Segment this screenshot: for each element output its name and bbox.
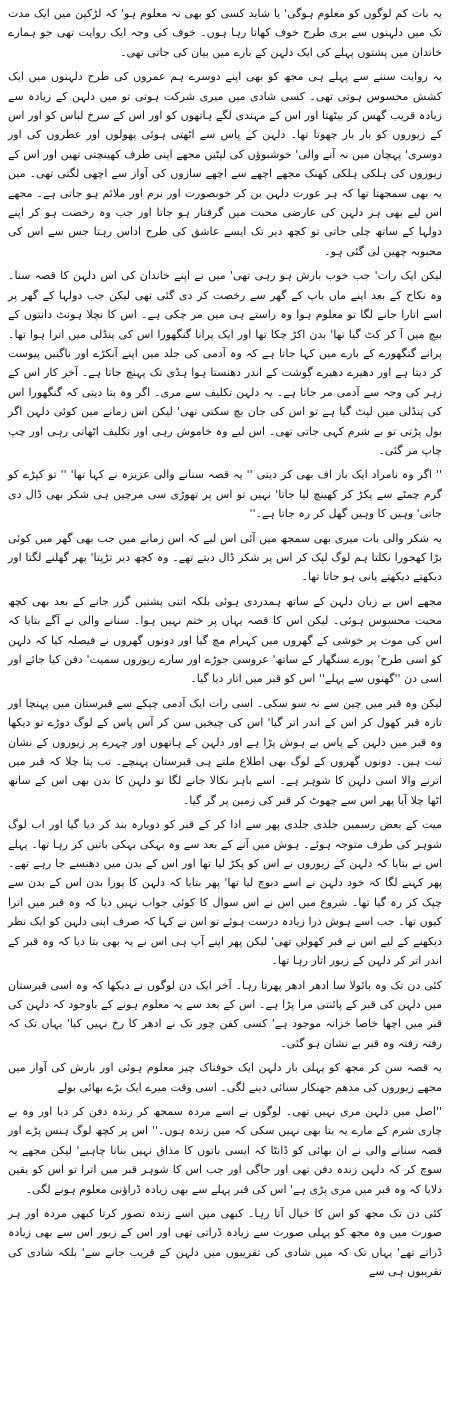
paragraph-1: یہ بات کم لوگوں کو معلوم ہوگی' یا شاید کسی کو بھی نہ معلوم ہو' کہ لڑکپن میں ایک مدت تک میں دلہنوں سے بری طرح خوف کھاتا رہا ہوں۔ خوف کی وجہ ایک روایت تھی جو ہمارے خاندان میں پشتوں پہلے کی ایک دلہن کے بارے میں بیان کی جاتی تھی۔ <box>8 7 442 59</box>
paragraph-12: کئی دن تک مجھ کو اس کا خیال آتا رہا۔ کبھی میں اسے زندہ تصور کرتا کبھی مردہ اور ہر صورت میں وہ مجھ کو پہلی صورت سے زیادہ ڈراتی تھی اور اس کے زیور اس سے بھی زیادہ ڈراتے تھے' یہاں تک کہ میں شادی کی تقریبوں میں دلہن کے قریب جانے سے' بلکہ شادی کی تقریبوں ہی سے <box>8 1206 442 1279</box>
paragraph-9: کئی دن تک وہ بائولا سا ادھر ادھر پھرتا رہا۔ آخر ایک دن لوگوں نے دیکھا کہ وہ اسی قبرستان میں دلہن کی قبر کے پائنتی مرا پڑا ہے۔ اس کے بعد سے یہ معلوم ہونے کے باوجود کہ دلہن کی قبر میں اچھا خاصا خزانہ موجود ہے' کسی کفن چور تک نے ادھر کا رخ نہیں کیا' یہاں تک کہ رفتہ رفتہ وہ قبر بے نشان ہو گئی۔ <box>8 978 442 1050</box>
paragraph-11: ''اصل میں دلہن مری نہیں تھی۔ لوگوں نے اسے مردہ سمجھ کر زندہ دفن کر دیا اور وہ بے چاری شرم کے مارے یہ بتا بھی نہیں سکی کہ میں زندہ ہوں۔'' اس پر کچھ لوگ ہنس پڑے اور قصہ سنانے والی نے ان بھائی کو ڈانٹا کہ ایسی باتوں کا مذاق نہیں بنانا چاہیے' لیکن مجھے یہ سوچ کر کہ دلہن زندہ دفن تھی اور جاگی اور جب اس کا شوہر قبر میں اترا تو اس کو یقین دلایا کہ وہ قبر میں مری پڑی ہے' اس کی قبر پہلے سے بھی زیادہ ڈراؤنی معلوم ہونے لگی۔ <box>8 1104 442 1196</box>
paragraph-8: میت کے بعض رسمیں جلدی جلدی پھر سے ادا کر کے قبر کو دوبارہ بند کر دیا گیا اور اب لوگ شوہر کی طرف متوجہ ہوئے۔ ہوش میں آنے کے بعد سے وہ بہکی بہکی باتیں کر رہا تھا۔ پہلے اس نے بتایا کہ دلہن کے زیوروں نے اس کو پکڑ لیا تھا اور اس کے بدن میں دھنسے جا رہے تھے۔ پھر کہنے لگا کہ خود دلہن نے اسے دبوچ لیا تھا' پھر بتایا کہ دلہن کا پورا بدن اس کے بدن سے چپک کر رہ گیا تھا۔ شروع میں اس نے اس سوال کا کوئی جواب نہیں دیا کہ وہ قبر میں اترا کیوں تھا۔ جب اسے ہوش ذرا زیادہ درست ہوئے تو اس نے کہا کہ صرف اپنی دلہن کو ایک نظر دیکھنے کے لیے اس نے قبر کھولی تھی' لیکن پھر اپنے آپ ہی اس نے یہ بھی بتا دیا کہ وہ قبر کے اندر اتر کر دلہن کے زیور اتار رہا تھا۔ <box>8 818 442 968</box>
paragraph-2: یہ روایت سننے سے پہلے ہی مجھ کو بھی اپنے دوسرے ہم عمروں کی طرح دلہنوں میں ایک کشش محسوس ہوتی تھی۔ کسی شادی میں میری شرکت ہوتی تو میں دلہن کے زیادہ سے زیادہ قریب گھس کر بیٹھتا اور اس کے مہندی لگے ہاتھوں کو اور اس کے سرخ لباس کو اور اس کے زیوروں کو بار بار چھوتا تھا۔ دلہن کے پاس سے اٹھتی ہوئی پھولوں اور عطروں کی اور دوسری' پہچان میں نہ آنے والی' خوشبوؤں کی لپٹیں مجھے اپنی طرف کھینچتی تھیں اور اس کے زیوروں کی ہلکی ہلکی کھنک مجھے اچھے سے اچھے سازوں کی آواز سے اچھی لگتی تھی۔ میں یہ بھی سمجھتا تھا کہ ہر عورت دلہن بن کر خوبصورت اور نرم اور ملائم ہو جاتی ہے۔ مجھے اس لیے بھی ہر دلہن کی عارضی محبت میں گرفتار ہو جاتا اور جب وہ رخصت ہو کر اپنے دولہا کے ساتھ چلی جاتی تو کچھ دیر تک ایسے عاشق کی طرح اداس رہتا جس سے اس کی محبوبہ چھین لی گئی ہو۔ <box>8 70 442 258</box>
paragraph-6: مجھے اس بے زبان دلہن کے ساتھ ہمدردی ہوئی بلکہ اتنی پشتیں گزر جانے کے بعد بھی کچھ محبت محسوس ہوئی۔ لیکن اس کا قصہ یہاں پر ختم نہیں ہوا۔ سنانے والی نے آگے بتایا کہ اس کی موت پر خوشی کے گھروں میں کہرام مچ گیا اور دونوں گھروں نے فیصلہ کیا کہ دلہن کو اسی طرح' پورے سنگھار کے ساتھ' عروسی جوڑے اور سارے زیوروں سمیت' دفن کیا جائے اور اسی دن ''گھنوں سے پہلے'' اس کو قبر میں اتار دیا گیا۔ <box>8 594 442 686</box>
paragraph-4: '' اگر وہ نامراد ایک بار اف بھی کر دیتی '' یہ قصہ سنانے والی عزیزہ نے کہا تھا' '' تو کپڑے کو گرم چمٹے سے پکڑ کر کھینچ لیا جاتا' نہیں تو اس پر تھوڑی سی مرچیں ہی شکر بھی ڈال دی جاتی' وہیں کا وہیں گھل کر رہ جاتا ہے۔'' <box>8 468 442 521</box>
paragraph-7: لیکن وہ قبر میں چین سے نہ سو سکی۔ اسی رات ایک آدمی چپکے سے قبرستان میں پہنچا اور تازہ قبر کھول کر اس کے اندر اتر گیا' اس کی چیخیں سن کر آس پاس کے لوگ دوڑے تو دیکھا وہ قبر میں دلہن کے پاس بے ہوش پڑا ہے اور دلہن کے ہاتھوں اور چہرے پر زیوروں کے نشان ثبت ہیں۔ دونوں گھروں کے لوگ بھی اطلاع ملتے ہی قبرستان پہنچے۔ تب پتا چلا کہ قبر میں اترنے والا اسی دلہن کا شوہر ہے۔ اسے باہر نکالا جانے لگا تو دلہن کا بدن بھی اس کے ساتھ اٹھا چلا آیا پھر اس سے چھوٹ کر قبر کی زمین پر گر گیا۔ <box>8 696 442 807</box>
paragraph-10: یہ قصہ سن کر مجھ کو پہلی بار دلہن ایک خوفناک چیز معلوم ہوئی اور بارش کی آواز میں مجھے زیوروں کی مدھم جھنکار سنائی دینے لگی۔ اسی وقت میرے ایک بڑے بھائی بولے <box>8 1061 442 1094</box>
paragraph-3: لیکن ایک رات' جب خوب بارش ہو رہی تھی' میں نے اپنے خاندان کی اس دلہن کا قصہ سنا۔ وہ نکاح کے بعد اپنے ماں باپ کے گھر سے رخصت کر دی گئی تھی لیکن جب دولہا کے گھر پر اسے اتارا جانے لگا تو معلوم ہوا وہ راستے ہی میں مر چکی ہے۔ اس کا نچلا ہونٹ دانتوں کے بیچ میں آ کر کٹ گیا تھا' بدن اکڑ چکا تھا اور ایک پرانا گنگھورا اس کی پنڈلی میں اترا ہوا تھا۔ پرانے گنگھورے کے بارے میں کہا جاتا ہے کہ وہ آدمی کی جلد میں اپنے آنکڑے اور ناگنیں پیوست کر دیتا ہے اور دھیرے دھیرے گوشت کے اندر دھنستا ہوا ہڈی تک پہنچ جاتا ہے۔ آخر کار اس کے زہر کی وجہ سے آدمی مر جاتا ہے۔ یہ دلہن تکلیف سے مری۔ اگر وہ بتا دیتی کہ گنگھورا اس کی پنڈلی میں لپٹ گیا ہے تو اس کی جان بچ سکتی تھی' لیکن اس زمانے میں کوئی دلہن اگر بول پڑتی تو بے شرم کہی جاتی تھی۔ اس لیے وہ خاموش رہی اور تکلیف اٹھاتی رہی اور چپ چاپ مر گئی۔ <box>8 269 442 457</box>
paragraph-5: یہ شکر والی بات میری بھی سمجھ میں آئی اس لیے کہ اس زمانے میں جب بھی گھر میں کوئی بڑا کھجورا نکلتا ہم لوگ لپک کر اس پر شکر ڈال دیتے تھے۔ وہ کچھ دیر تڑپتا' پھر گھلنے لگتا اور دیکھتے دیکھتے پانی ہو جاتا تھا۔ <box>8 531 442 584</box>
